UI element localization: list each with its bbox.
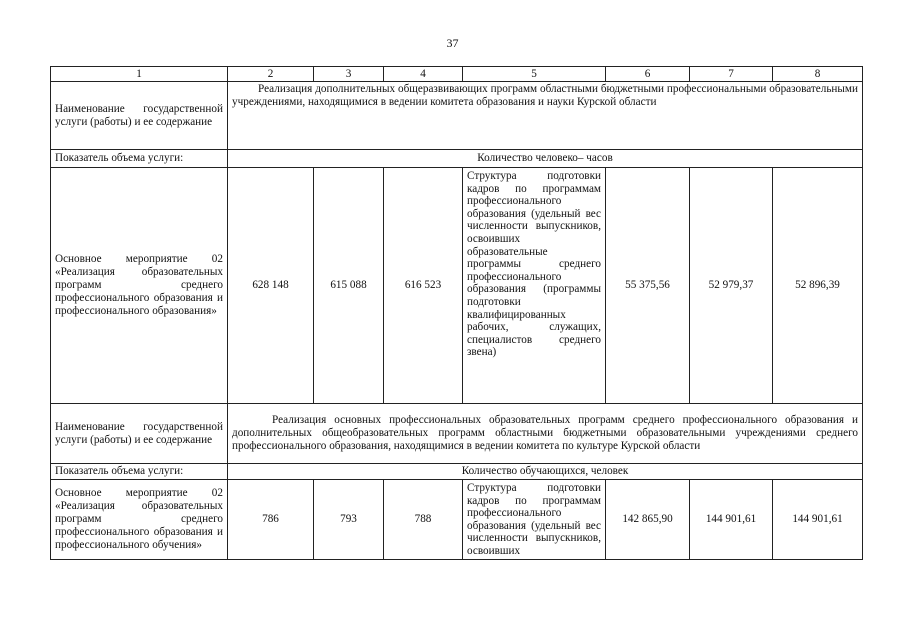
value-cell: 144 901,61 bbox=[773, 480, 863, 560]
header-cell: 3 bbox=[314, 67, 384, 82]
service-text: Реализация дополнительных общеразвивающих программ областными бюджетными профессиональными образовательными учреждениями, находящимися в ведении комитета образования и науки Курской области bbox=[228, 82, 863, 150]
budget-table bbox=[50, 66, 863, 560]
header-cell: 2 bbox=[228, 67, 314, 82]
service-label: Наименование государственной услуги (работы) и ее содержание bbox=[51, 404, 228, 464]
indicator-description: Структура подготовки кадров по программам профессионального образования (удельный вес численности выпускников, освоивших образовательные программы среднего профессионального образования (программы подготовки квалифицированных рабочих, служащих, специалистов среднего звена) bbox=[463, 168, 606, 404]
table-row bbox=[51, 168, 863, 404]
header-cell: 1 bbox=[51, 67, 228, 82]
indicator-row bbox=[51, 464, 863, 480]
value-cell: 788 bbox=[384, 480, 463, 560]
indicator-text: Количество обучающихся, человек bbox=[228, 464, 863, 480]
service-row bbox=[51, 404, 863, 464]
indicator-description-cell bbox=[463, 480, 606, 560]
header-cell: 6 bbox=[606, 67, 690, 82]
service-label: Наименование государственной услуги (работы) и ее содержание bbox=[51, 82, 228, 150]
table-row bbox=[51, 480, 863, 560]
header-cell: 8 bbox=[773, 67, 863, 82]
indicator-label: Показатель объема услуги: bbox=[51, 150, 228, 168]
indicator-label: Показатель объема услуги: bbox=[51, 464, 228, 480]
service-text: Реализация основных профессиональных образовательных программ среднего профессионального образования и дополнительных общеобразовательных программ областными бюджетными образовательными учреждениями среднего профессионального образования, находящимися в ведении комитета по культуре Курской области bbox=[228, 404, 863, 464]
header-cell: 7 bbox=[690, 67, 773, 82]
indicator-description: Структура подготовки кадров по программам профессионального образования (удельный вес численности выпускников, освоивших bbox=[467, 482, 601, 557]
indicator-text: Количество человеко– часов bbox=[228, 150, 863, 168]
value-cell: 52 979,37 bbox=[690, 168, 773, 404]
service-row bbox=[51, 82, 863, 150]
value-cell: 786 bbox=[228, 480, 314, 560]
page-number: 37 bbox=[446, 36, 459, 50]
indicator-row bbox=[51, 150, 863, 168]
value-cell: 144 901,61 bbox=[690, 480, 773, 560]
activity-name: Основное мероприятие 02 «Реализация образовательных программ среднего профессионального образования и профессионального обучения» bbox=[51, 480, 228, 560]
header-row bbox=[51, 67, 863, 82]
value-cell: 52 896,39 bbox=[773, 168, 863, 404]
value-cell: 615 088 bbox=[314, 168, 384, 404]
value-cell: 142 865,90 bbox=[606, 480, 690, 560]
value-cell: 793 bbox=[314, 480, 384, 560]
header-cell: 5 bbox=[463, 67, 606, 82]
header-cell: 4 bbox=[384, 67, 463, 82]
activity-name: Основное мероприятие 02 «Реализация образовательных программ среднего профессионального образования и профессионального образования» bbox=[51, 168, 228, 404]
value-cell: 628 148 bbox=[228, 168, 314, 404]
value-cell: 616 523 bbox=[384, 168, 463, 404]
value-cell: 55 375,56 bbox=[606, 168, 690, 404]
